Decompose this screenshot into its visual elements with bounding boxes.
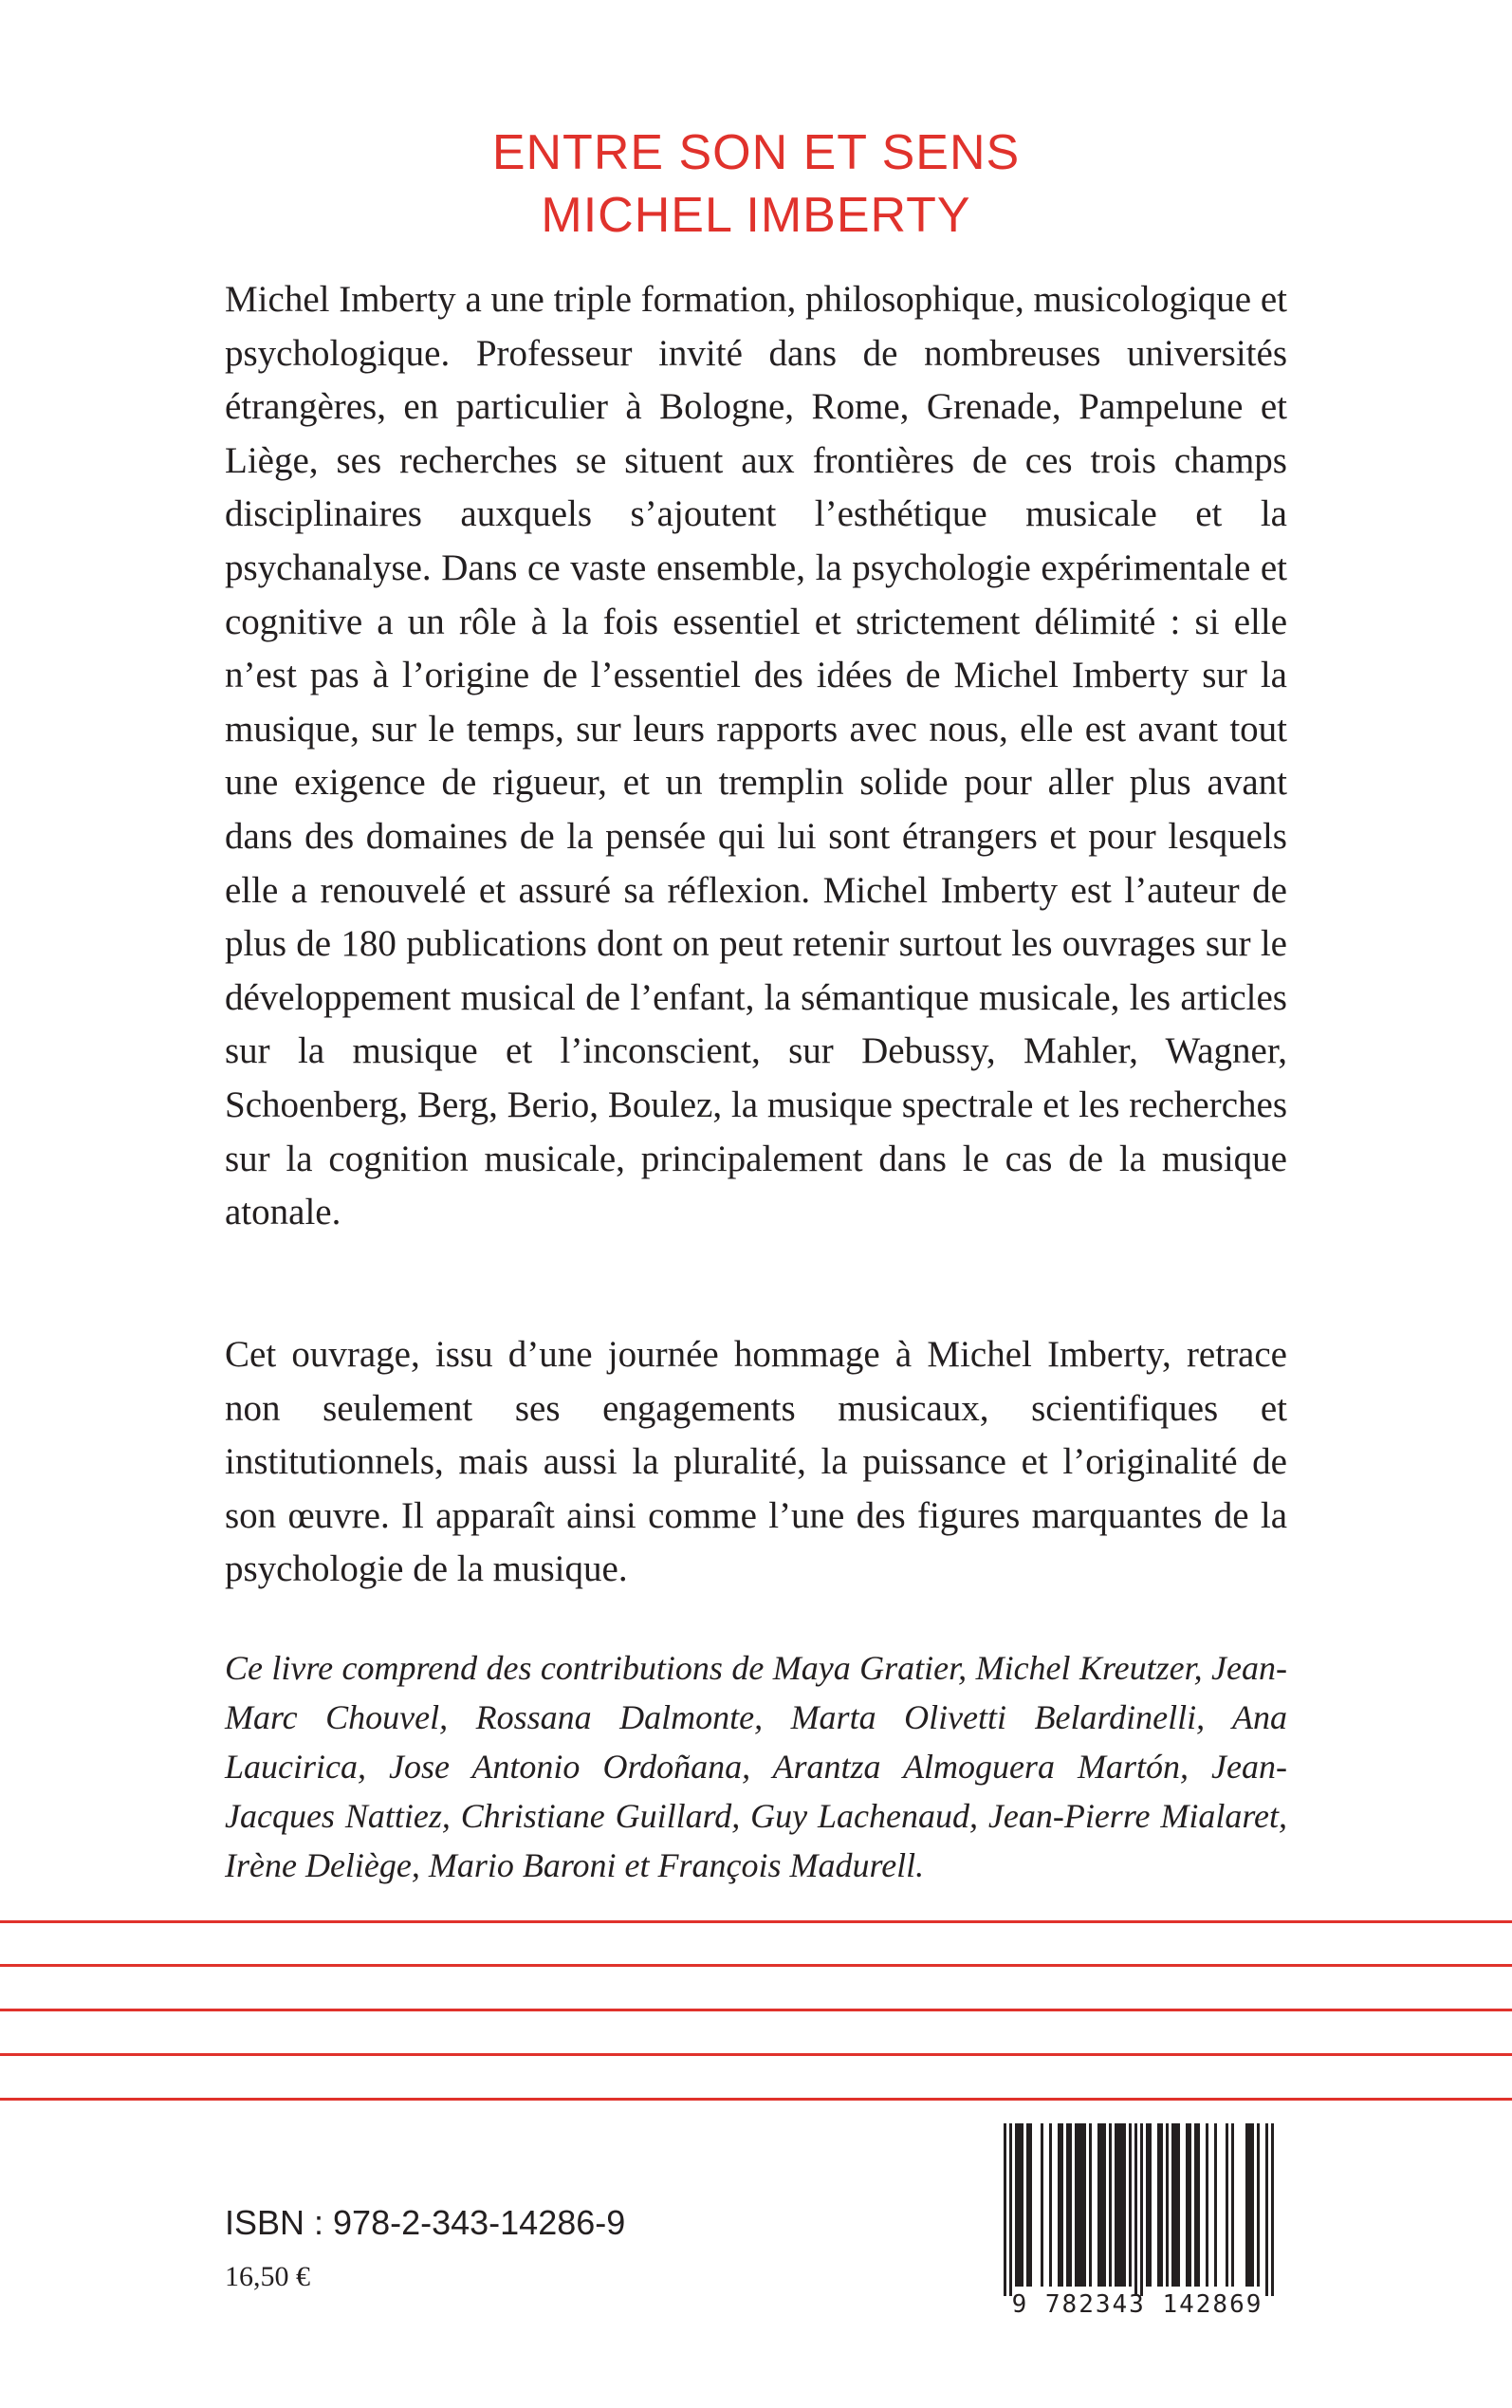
barcode-bar	[1248, 2123, 1251, 2287]
barcode-bar	[1115, 2123, 1117, 2287]
contributors-paragraph: Ce livre comprend des contributions de Maya Gratier, Michel Kreutzer, Jean-Marc Chouvel, Rossana Dalmonte, Marta Olivetti Belardinelli, Ana Laucirica, Jose Antonio Ordoñana, Arantza Almoguera Martón, Jean-Jacques Nattiez, Christiane Guillard, Guy Lachenaud, Jean-Pierre Mialaret, Irène Deliège, Mario Baroni et François Madurell.	[225, 1649, 1287, 1884]
decorative-rule	[0, 2098, 1512, 2101]
barcode-bar	[1257, 2123, 1260, 2287]
barcode-bar	[1123, 2123, 1126, 2287]
barcode-bar	[1069, 2123, 1072, 2287]
barcode-bar	[1214, 2123, 1217, 2287]
barcode-bar	[1140, 2123, 1143, 2296]
barcode-bar	[1058, 2123, 1060, 2287]
barcode-bar	[1004, 2123, 1006, 2296]
book-author: MICHEL IMBERTY	[541, 188, 971, 243]
barcode-bar	[1117, 2123, 1120, 2287]
barcode-bar	[1018, 2123, 1021, 2287]
price-label: 16,50 €	[225, 2261, 310, 2292]
barcode-bar	[1146, 2123, 1149, 2287]
barcode-bar	[1245, 2123, 1248, 2287]
barcode-bar	[1174, 2123, 1177, 2287]
barcode-bar	[1089, 2123, 1092, 2287]
barcode-bar	[1080, 2123, 1083, 2287]
title-block	[0, 121, 1512, 247]
barcode-bar	[1186, 2123, 1189, 2287]
barcode-bar	[1083, 2123, 1086, 2287]
barcode-bar	[1149, 2123, 1152, 2287]
decorative-rule	[0, 2009, 1512, 2011]
barcode-bar	[1026, 2123, 1029, 2287]
barcode-bar	[1097, 2123, 1100, 2287]
barcode-bar	[1160, 2123, 1163, 2287]
barcode-bar	[1015, 2123, 1018, 2287]
barcode-bar	[1194, 2123, 1197, 2287]
barcode-bar	[1029, 2123, 1032, 2287]
barcode-number: 9 782343 142869	[1011, 2290, 1263, 2319]
barcode-bar	[1100, 2123, 1103, 2287]
decorative-rule	[0, 1964, 1512, 1967]
barcode-bar	[1197, 2123, 1200, 2287]
barcode-bar	[1103, 2123, 1106, 2287]
barcode-bar	[1166, 2123, 1169, 2287]
barcode-bar	[1066, 2123, 1069, 2287]
barcode-bar	[1189, 2123, 1191, 2287]
barcode-bar	[1271, 2123, 1274, 2296]
barcode-bar	[1120, 2123, 1123, 2287]
barcode-bar	[1129, 2123, 1132, 2287]
barcode-bar	[1009, 2123, 1012, 2296]
barcode-bar	[1265, 2123, 1268, 2296]
barcode-bar	[1226, 2123, 1228, 2287]
barcode-bar	[1251, 2123, 1254, 2287]
barcode-bar	[1049, 2123, 1052, 2287]
barcode-bar	[1231, 2123, 1234, 2287]
barcode-bar	[1109, 2123, 1112, 2287]
barcode-bar	[1206, 2123, 1208, 2287]
barcode-bar	[1041, 2123, 1043, 2287]
barcode-bar	[1060, 2123, 1063, 2287]
barcode-bar	[1171, 2123, 1174, 2287]
decorative-rule	[0, 2053, 1512, 2056]
book-title: ENTRE SON ET SENS	[491, 125, 1021, 180]
barcode-bar	[1021, 2123, 1023, 2287]
barcode	[986, 2123, 1288, 2323]
barcode-bar	[1177, 2123, 1180, 2287]
barcode-bar	[1134, 2123, 1137, 2296]
barcode-bar	[1157, 2123, 1160, 2287]
summary-paragraph: Cet ouvrage, issu d’une journée hommage à Michel Imberty, retrace non seulement ses engagements musicaux, scientifiques et institutionnels, mais aussi la pluralité, la puissance et l’originalité de son œuvre. Il apparaît ainsi comme l’une des figures marquantes de la psychologie de la musique.	[225, 1334, 1287, 1590]
isbn-label: ISBN : 978-2-343-14286-9	[225, 2203, 626, 2242]
decorative-rule	[0, 1920, 1512, 1923]
description-paragraph: Michel Imberty a une triple formation, philosophique, musicologique et psychologique. Professeur invité dans de nombreuses universités étrangères, en particulier à Bologne, Rome, Grenade, Pampelune et Liège, ses recherches se situent aux frontières de ces trois champs disciplinaires auxquels s’ajoutent l’esthétique musicale et la psychanalyse. Dans ce vaste ensemble, la psychologie expérimentale et cognitive a un rôle à la fois essentiel et strictement délimité : si elle n’est pas à l’origine de l’essentiel des idées de Michel Imberty sur la musique, sur le temps, sur leurs rapports avec nous, elle est avant tout une exigence de rigueur, et un tremplin solide pour aller plus avant dans des domaines de la pensée qui lui sont étrangers et pour lesquels elle a renouvelé et assuré sa réflexion. Michel Imberty est l’auteur de plus de 180 publications dont on peut retenir surtout les ouvrages sur le développement musical de l’enfant, la sémantique musicale, les articles sur la musique et l’inconscient, sur Debussy, Mahler, Wagner, Schoenberg, Berg, Berio, Boulez, la musique spectrale et les recherches sur la cognition musicale, principalement dans le cas de la musique atonale.	[225, 279, 1287, 1233]
barcode-bar	[1078, 2123, 1080, 2287]
barcode-bar	[1075, 2123, 1078, 2287]
